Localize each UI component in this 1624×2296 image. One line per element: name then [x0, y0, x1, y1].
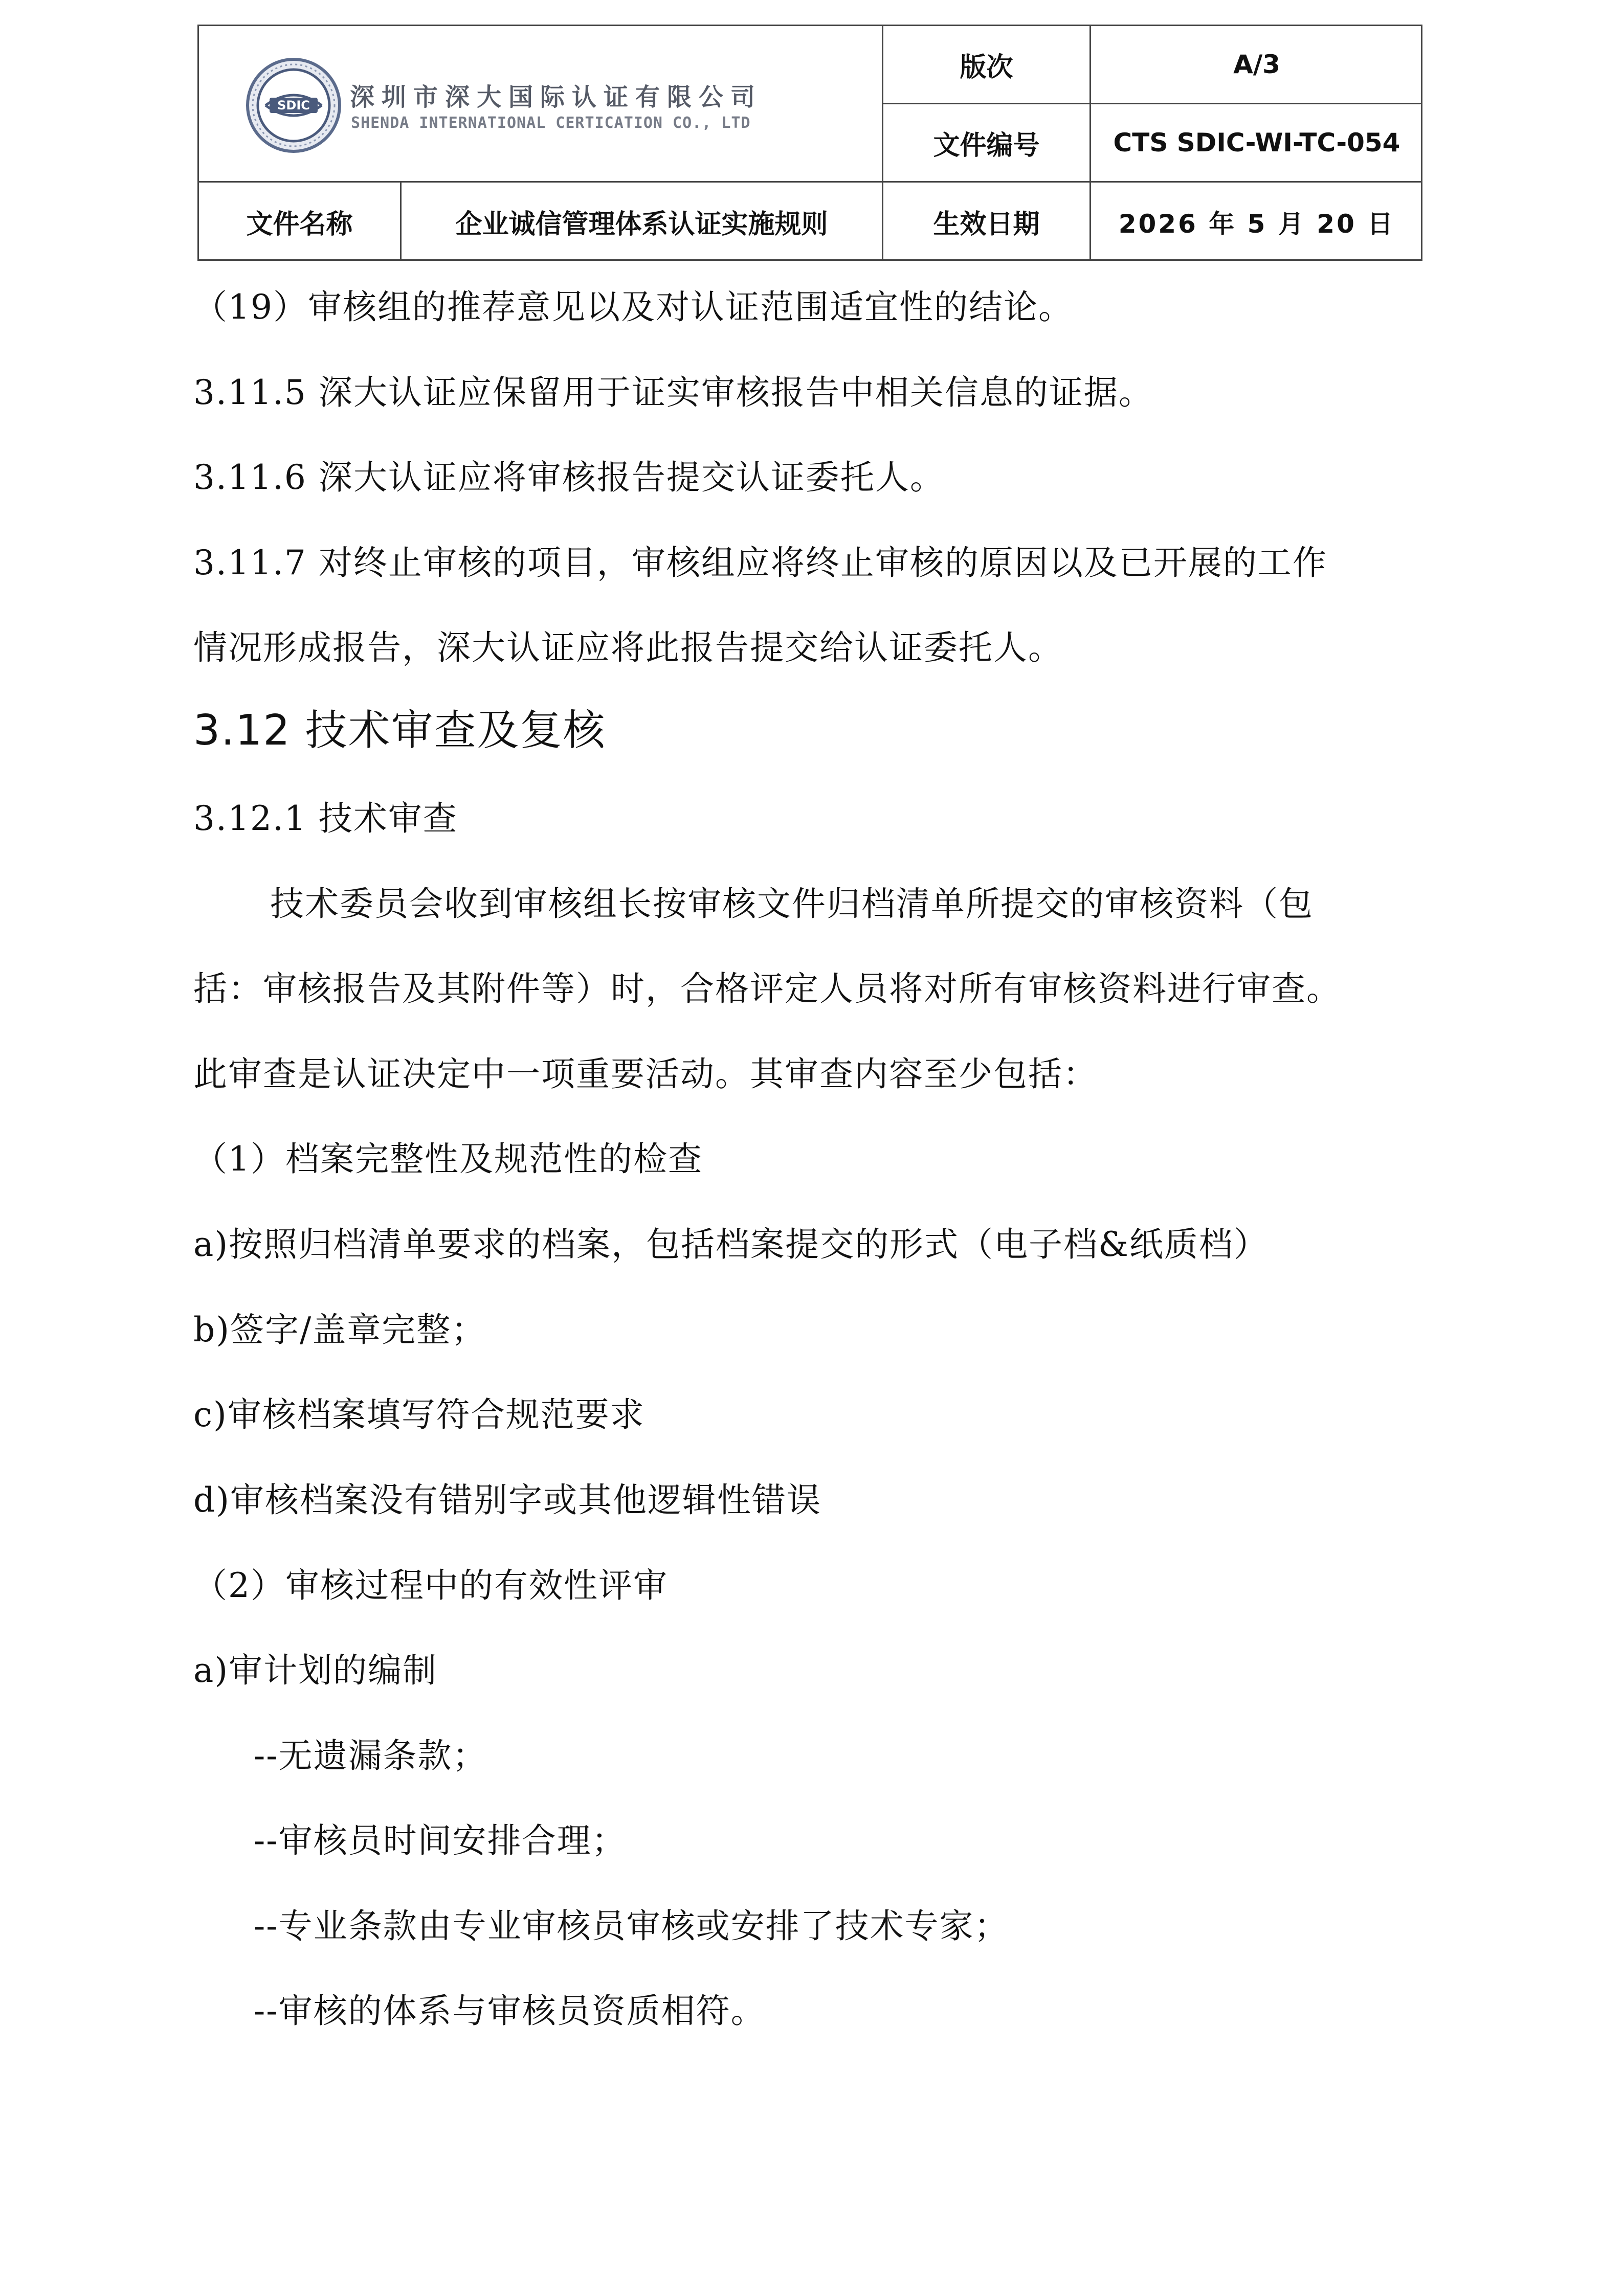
- document-number-value: CTS SDIC-WI-TC-054: [1113, 128, 1400, 157]
- section-heading-3-12: 3.12 技术审查及复核: [193, 706, 606, 755]
- paragraph-line: （19）审核组的推荐意见以及对认证范围适宜性的结论。: [193, 287, 1073, 327]
- document-name-label: 文件名称: [246, 209, 353, 240]
- company-name-en: SHENDA INTERNATIONAL CERTICATION CO., LTD: [351, 114, 751, 132]
- list-item: --专业条款由专业审核员审核或安排了技术专家；: [254, 1906, 1009, 1946]
- list-item: d)审核档案没有错别字或其他逻辑性错误: [193, 1480, 821, 1520]
- list-item: --审核员时间安排合理；: [254, 1821, 627, 1860]
- company-name-cn: 深圳市深大国际认证有限公司: [350, 83, 763, 111]
- paragraph-line: 此审查是认证决定中一项重要活动。其审查内容至少包括：: [193, 1054, 1098, 1094]
- list-item: a)按照归档清单要求的档案，包括档案提交的形式（电子档&纸质档）: [193, 1225, 1269, 1264]
- list-item: c)审核档案填写符合规范要求: [193, 1395, 645, 1434]
- clause-3-11-5: 3.11.5 深大认证应保留用于证实审核报告中相关信息的证据。: [193, 373, 1153, 412]
- clause-3-11-7: 3.11.7 对终止审核的项目，审核组应将终止审核的原因以及已开展的工作: [193, 543, 1327, 582]
- paragraph-line: 技术委员会收到审核组长按审核文件归档清单所提交的审核资料（包: [270, 884, 1314, 924]
- paragraph-line: 括：审核报告及其附件等）时，合格评定人员将对所有审核资料进行审查。: [193, 969, 1341, 1008]
- document-header-table: [197, 25, 1422, 261]
- version-value: A/3: [1233, 50, 1280, 79]
- effective-date-value: 2026 年 5 月 20 日: [1118, 209, 1395, 239]
- subsection-heading-3-12-1: 3.12.1 技术审查: [193, 799, 458, 838]
- company-seal-icon: [245, 57, 342, 154]
- list-item: b)签字/盖章完整；: [193, 1310, 486, 1349]
- paragraph-line: 情况形成报告，深大认证应将此报告提交给认证委托人。: [193, 628, 1063, 667]
- document-number-label: 文件编号: [933, 130, 1040, 161]
- list-heading: （1）档案完整性及规范性的检查: [193, 1139, 703, 1179]
- svg-text:SDIC: SDIC: [277, 98, 310, 112]
- effective-date-label: 生效日期: [933, 209, 1040, 240]
- list-item: a)审计划的编制: [193, 1651, 438, 1690]
- company-logo-block: [199, 26, 883, 181]
- clause-3-11-6: 3.11.6 深大认证应将审核报告提交认证委托人。: [193, 458, 945, 497]
- list-item: --无遗漏条款；: [254, 1736, 487, 1775]
- list-item: --审核的体系与审核员资质相符。: [254, 1991, 766, 2031]
- list-heading: （2）审核过程中的有效性评审: [193, 1566, 668, 1605]
- version-label: 版次: [960, 52, 1013, 83]
- document-name-value: 企业诚信管理体系认证实施规则: [455, 209, 828, 240]
